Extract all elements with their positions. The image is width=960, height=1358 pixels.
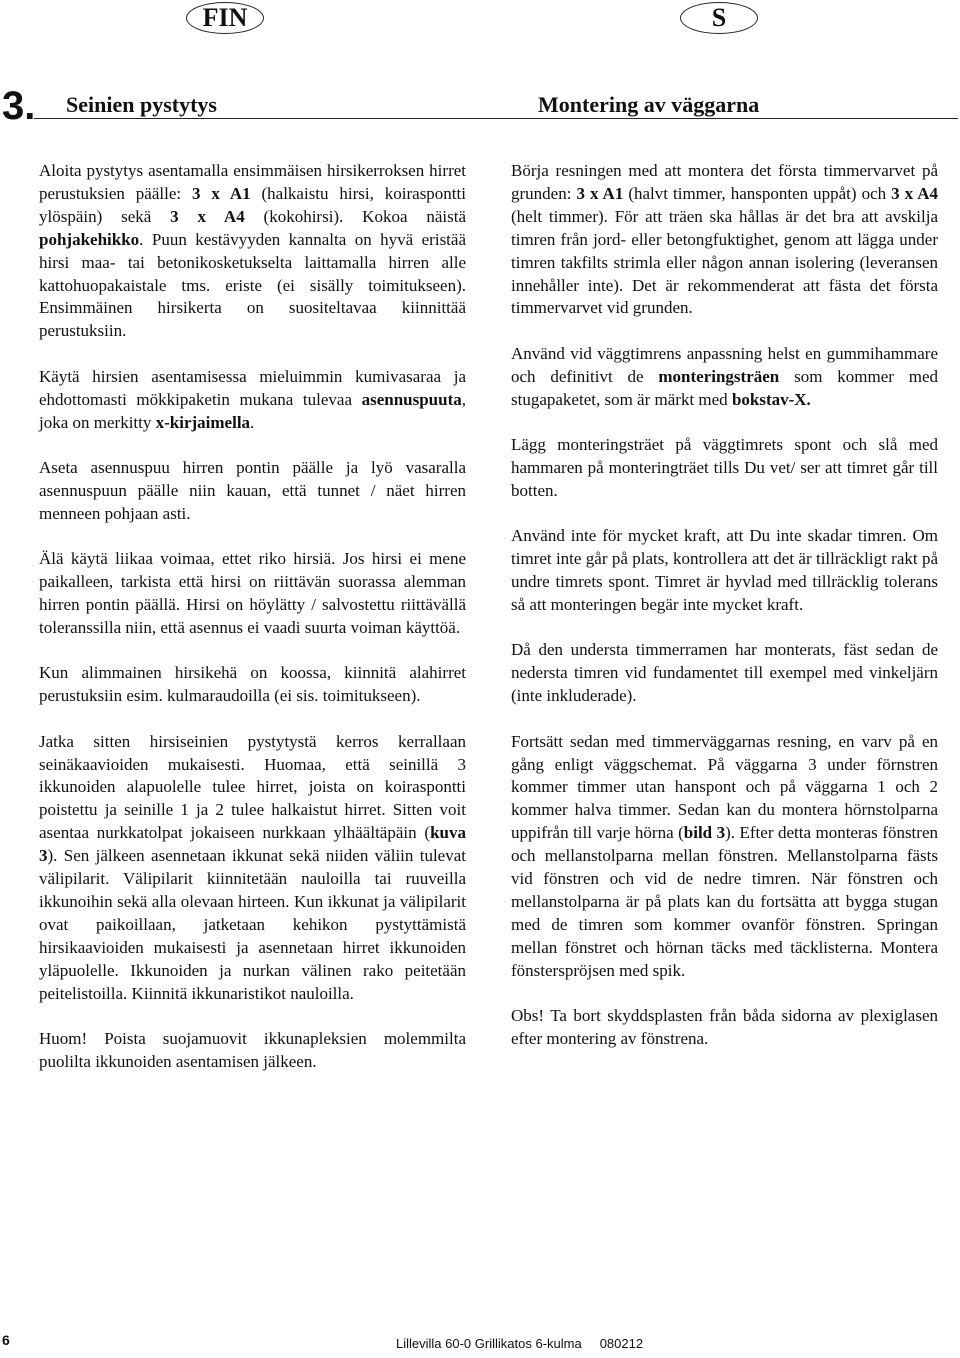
section-title-sv: Montering av väggarna (538, 92, 760, 117)
bold-term: 3 x A4 (170, 206, 245, 226)
fi-paragraph-6: Jatka sitten hirsiseinien pystytystä kerros kerrallaan seinäkaavioiden mukaisesti. Huomaa, että seinillä 3 ikkunoiden alapuolelle tulee hirret, joista on koiraspontti poistettu ja seinille 1 ja 2 tulee halkaistut hirret. Sitten voit asentaa nurkkatolpat jokaiseen nurkkaan ylhäältäpäin (kuva 3). Sen jälkeen asennetaan ikkunat sekä niiden väliin tulevat välipilarit. Välipilarit kiinnitetään nauloilla tai ruuveilla ikkunoihin sekä alla olevaan hirteen. Kun ikkunat ja välipilarit ovat paikoillaan, jatketaan kehikon pystyttämistä hirsikaavioiden mukaisesti ja asennetaan hirret ikkunoiden yläpuolelle. Ikkunoiden ja nurkan välinen rako peitetään peitelistoilla. Kiinnitä ikkunaristikot nauloilla. (39, 731, 466, 1003)
fi-paragraph-4: Älä käytä liikaa voimaa, ettet riko hirsiä. Jos hirsi ei mene paikalleen, tarkista että hirsi on riittävän suorassa alemman hirren pontin päällä. Hirsi on höylätty / salvostettu riittävällä toleranssilla niin, että asennus ei vaadi suurta voiman käyttöä. (39, 549, 466, 637)
footer-product: Lillevilla 60-0 Grillikatos 6-kulma (396, 1336, 582, 1351)
fi-paragraph-7: Huom! Poista suojamuovit ikkunapleksien molemmilta puolilta ikkunoiden asentamisen jälkeen. (39, 1029, 466, 1071)
sv-paragraph-2: Använd vid väggtimrens anpassning helst en gummihammare och definitivt de monteringsträen som kommer med stugapaketet, som är märkt med bokstav-X. (511, 343, 938, 409)
bold-term: 3 x A4 (891, 183, 939, 203)
bold-term: bokstav-X. (731, 389, 811, 409)
swedish-column (511, 160, 938, 1073)
sv-paragraph-1: Börja resningen med att montera det första timmervarvet på grunden: 3 x A1 (halvt timmer, hansponten uppåt) och 3 x A4 (helt timmer). För att träen ska hållas är det bra att avskilja timren från jord- eller betongfuktighet, genom att lägga under timren takfilts strimla eller någon annan isolering (leveransen innehåller inte). Det är rekommenderat att fästa det första timmervarvet vid grunden. (511, 161, 939, 318)
fi-paragraph-5: Kun alimmainen hirsikehä on koossa, kiinnitä alahirret perustuksiin esim. kulmaraudoilla (ei sis. toimitukseen). (39, 663, 466, 706)
sv-paragraph-5: Då den understa timmerramen har monterats, fäst sedan de nedersta timren vid fundamentet till exempel med vinkeljärn (inte inkluderade). (511, 640, 938, 706)
fi-paragraph-3: Aseta asennuspuu hirren pontin päälle ja lyö vasaralla asennuspuun päälle niin kauan, että tunnet / näet hirren menneen pohjaan asti. (39, 457, 466, 523)
bold-term: bild 3 (683, 823, 726, 843)
fi-paragraph-2: Käytä hirsien asentamisessa mieluimmin kumivasaraa ja ehdottomasti mökkipaketin mukana tulevaa asennuspuuta, joka on merkitty x-kirjaimella. (39, 366, 466, 432)
bold-term: monteringsträen (658, 366, 780, 386)
bold-term: asennuspuuta (361, 389, 462, 409)
bold-term: x-kirjaimella (155, 412, 251, 432)
footer-code: 080212 (599, 1336, 644, 1351)
heading-rule (34, 118, 958, 119)
footer-reference (396, 1336, 661, 1351)
section-title-fi: Seinien pystytys (66, 92, 217, 117)
language-badge-fin: FIN (186, 2, 264, 34)
language-badge-s: S (680, 2, 758, 34)
section-number: 3. (2, 84, 36, 128)
sv-paragraph-7: Obs! Ta bort skyddsplasten från båda sidorna av plexiglasen efter montering av fönstrena. (511, 1006, 938, 1048)
sv-paragraph-4: Använd inte för mycket kraft, att Du inte skadar timren. Om timret inte går på plats, kontrollera att det är tillräckligt rakt på undre timrets spont. Timret är hyvlad med tillräcklig tolerans så att monteringen begär inte mycket kraft. (511, 526, 938, 614)
sv-paragraph-6: Fortsätt sedan med timmerväggarnas resning, en varv på en gång enligt väggschemat. På väggarna 3 under förnstren kommer timmer utan hanspont och på väggarna 1 och 2 kommer halva timmer. Sedan kan du montera hörnstolparna uppifrån till varje hörna (bild 3). Efter detta monteras fönstren och mellanstolparna mellan fönstren. Mellanstolparna fästs vid fönstren och vid de nedre timren. När fönstren och mellanstolparna är på plats kan du fortsätta att bygga stugan med de timren som kommer ovanför fönstren. Springan mellan fönstret och hörnan täcks med täcklisterna. Montera fönsterspröjsen med spik. (511, 731, 938, 980)
bold-term: 3 x A1 (192, 183, 251, 203)
bold-term: pohjakehikko (39, 229, 140, 249)
page-number: 6 (2, 1332, 10, 1348)
fi-paragraph-1: Aloita pystytys asentamalla ensimmäisen hirsikerroksen hirret perustuksien päälle: 3 x A1 (halkaistu hirsi, koiraspontti ylöspäin) sekä 3 x A4 (kokohirsi). Kokoa näistä pohjakehikko. Puun kestävyyden kannalta on hyvä eristää hirsi maa- tai betonikosketukselta laittamalla hirren alle kattohuopakaistale tms. eriste (ei sisälly toimitukseen). Ensimmäinen hirsikerta on suositeltavaa kiinnittää perustuksiin. (39, 161, 466, 341)
bold-term: kuva 3 (39, 823, 466, 866)
bold-term: 3 x A1 (576, 183, 624, 203)
finnish-column (39, 160, 466, 1096)
sv-paragraph-3: Lägg monteringsträet på väggtimrets spont och slå med hammaren på monteringträet tills Du vet/ ser att timret går till botten. (511, 435, 938, 500)
